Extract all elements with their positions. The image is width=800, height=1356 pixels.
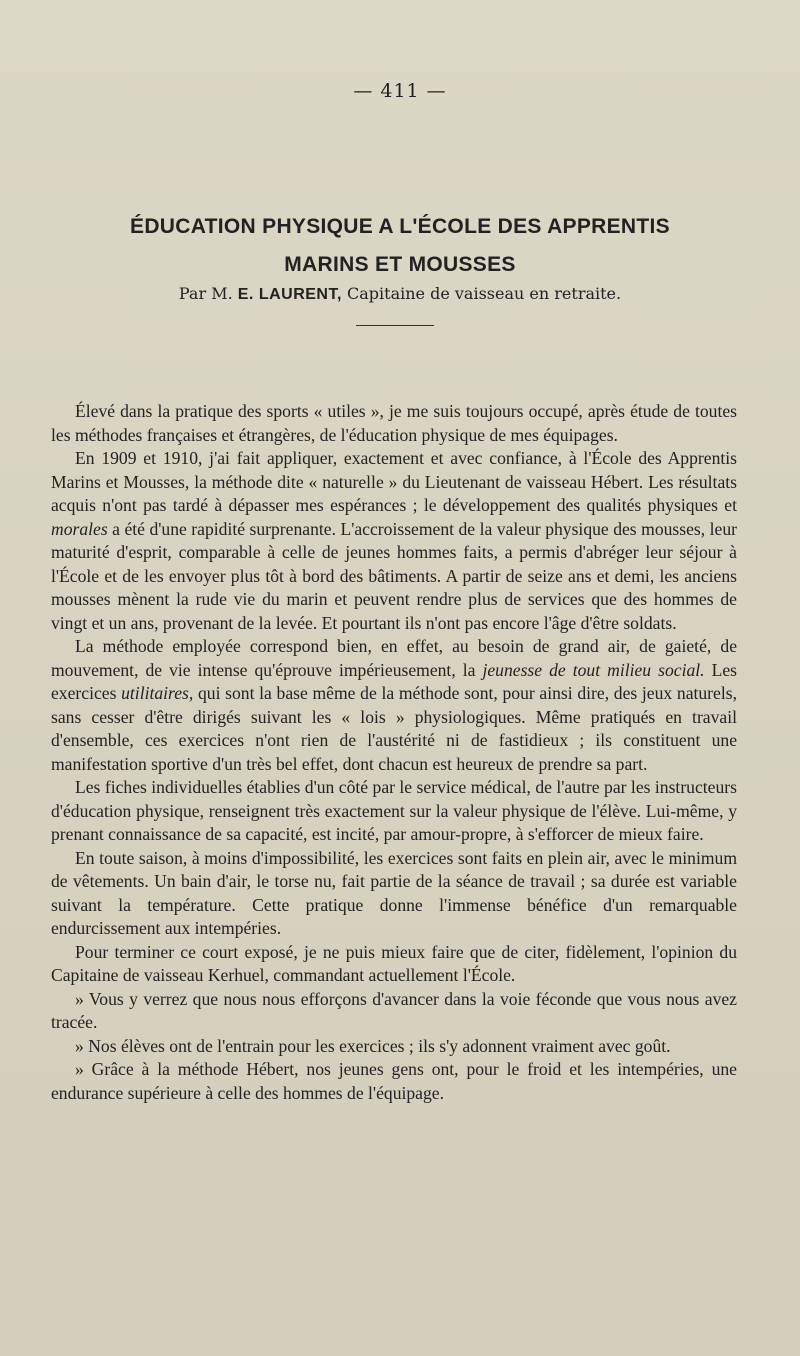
paragraph-7: » Vous y verrez que nous nous efforçons d'avancer dans la voie féconde que vous nous avez tracée. (51, 988, 737, 1032)
paragraph-3-emphasis-2: utilitaires, (121, 683, 194, 703)
paragraph-3 (51, 635, 737, 776)
page-number: — 411 — (353, 80, 447, 102)
paragraph-9: » Grâce à la méthode Hébert, nos jeunes gens ont, pour le froid et les intempéries, une endurance supérieure à celle des hommes de l'équipage. (51, 1059, 737, 1103)
author-name: E. LAURENT, (237, 286, 342, 303)
title-line-2: MARINS ET MOUSSES (284, 253, 516, 276)
paragraph-6: Pour terminer ce court exposé, je ne puis mieux faire que de citer, fidèlement, l'opinion du Capitaine de vaisseau Kerhuel, commandant actuellement l'École. (51, 941, 737, 985)
paragraph-3-emphasis-1: jeunesse de tout milieu social. (482, 659, 705, 680)
paragraph-3-text-b: Les exercices (51, 659, 737, 703)
article-title (0, 208, 800, 284)
paragraph-1: Élevé dans la pratique des sports « utiles », je me suis toujours occupé, après étude de toutes les méthodes françaises et étrangères, de l'éducation physique de mes équipages. (51, 401, 737, 445)
paragraph-2-text-b: a été d'une rapidité surprenante. L'accroissement de la valeur physique des mousses, leur maturité d'esprit, comparable à celle de jeunes hommes faits, a permis d'abréger leur séjour à l'École et de les envoyer plus tôt à bord des bâtiments. A partir de seize ans et demi, les anciens mousses mènent la rude vie du marin et peuvent rendre plus de services que des hommes de vingt et un ans, provenant de la levée. Et pourtant ils n'ont pas encore l'âge d'être soldats. (51, 518, 737, 633)
author-prefix: Par M. (178, 284, 238, 303)
paragraph-2-text-a: En 1909 et 1910, j'ai fait appliquer, exactement et avec confiance, à l'École des Apprentis Marins et Mousses, la méthode dite « naturelle » du Lieutenant de vaisseau Hébert. Les résultats acquis n'ont pas tardé à dépasser mes espérances ; le développement des qualités physiques et (51, 448, 737, 515)
author-title: Capitaine de vaisseau en retraite. (341, 284, 622, 303)
paragraph-3-text-c: qui sont la base même de la méthode sont, pour ainsi dire, des jeux naturels, sans cesser d'être dirigés suivant les « lois » physiologiques. Même pratiqués en travail d'ensemble, ces exercices n'ont rien de l'austérité ni de fastidieux ; ils constituent une manifestation sportive d'un très bel effet, dont chacun est heureux de prendre sa part. (51, 683, 737, 774)
paragraph-2-emphasis: morales (51, 518, 108, 539)
paragraph-3-text-a: La méthode employée correspond bien, en effet, au besoin de grand air, de gaieté, de mouvement, de vie intense qu'éprouve impérieusement, la (51, 636, 737, 680)
paragraph-8: » Nos élèves ont de l'entrain pour les exercices ; ils s'y adonnent vraiment avec goût. (75, 1035, 671, 1056)
title-line-1: ÉDUCATION PHYSIQUE A L'ÉCOLE DES APPRENTIS (130, 215, 670, 238)
separator-rule (356, 325, 434, 326)
paragraph-2 (51, 447, 737, 635)
article-body (51, 400, 737, 1105)
paragraph-4: Les fiches individuelles établies d'un côté par le service médical, de l'autre par les instructeurs d'éducation physique, renseignent très exactement sur la valeur physique de l'élève. Lui-même, y prenant connaissance de sa capacité, est incité, par amour-propre, à s'efforcer de mieux faire. (51, 777, 737, 844)
paragraph-5: En toute saison, à moins d'impossibilité, les exercices sont faits en plein air, avec le minimum de vêtements. Un bain d'air, le torse nu, fait partie de la séance de travail ; sa durée est variable suivant la température. Cette pratique donne l'immense bénéfice d'un remarquable endurcissement aux intempéries. (51, 847, 737, 938)
author-line (0, 284, 800, 304)
